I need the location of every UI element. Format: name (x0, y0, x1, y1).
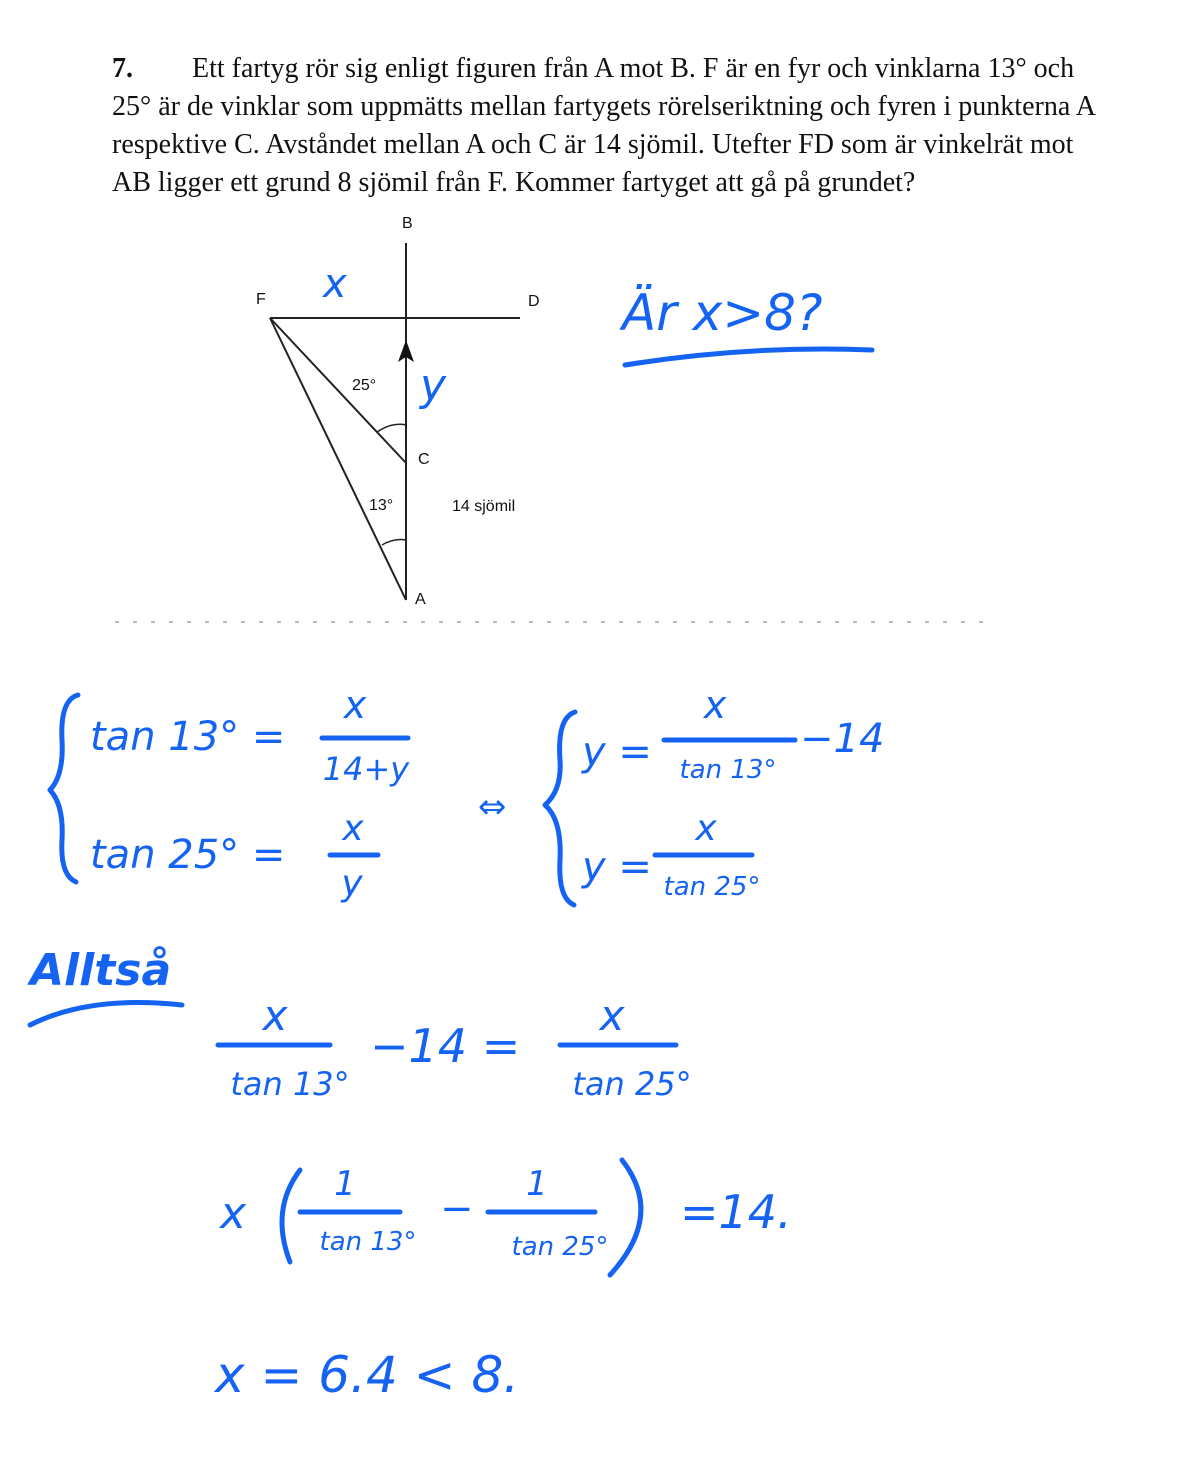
hw-sys2-line1-tail: −14 (800, 716, 885, 762)
hw-eq2-num1: 1 (334, 1164, 356, 1204)
hw-eq1-den1: tan 13° (230, 1065, 350, 1103)
hw-eq2-den1: tan 13° (319, 1227, 417, 1257)
hw-answer: x = 6.4 < 8. (215, 1346, 520, 1404)
hw-eq1-num2: x (599, 991, 625, 1040)
hw-x-label: x (323, 261, 347, 307)
hw-eq2-rhs: =14. (680, 1185, 792, 1239)
hw-sys2-line1-den: tan 13° (679, 755, 777, 785)
hw-eq2-minus: − (440, 1186, 474, 1232)
label-f: F (256, 291, 266, 308)
hw-sys2-line1-num: x (703, 683, 727, 727)
hw-alltsa: Alltså (30, 945, 172, 996)
hw-sys2-line2-num: x (695, 808, 717, 849)
problem-number: 7. (112, 53, 133, 84)
hw-sys1-line1-lhs: tan 13° = (90, 714, 286, 760)
hw-implies-arrow: ⇔ (478, 787, 507, 827)
hw-sys2-line2-den: tan 25° (663, 872, 761, 902)
hw-eq2-den2: tan 25° (511, 1232, 609, 1262)
label-c: C (418, 451, 430, 468)
problem-line-1: Ett fartyg rör sig enligt figuren från A mot B. F är en fyr och vinklarna 13° och (192, 53, 1075, 84)
problem-line-4: AB ligger ett grund 8 sjömil från F. Kommer fartyget att gå på grundet? (112, 167, 916, 198)
hw-eq2-paren-right (610, 1160, 641, 1275)
distance-label: 14 sjömil (452, 498, 516, 515)
hw-sys1-line2-lhs: tan 25° = (90, 832, 286, 878)
hw-eq1-mid: −14 = (370, 1019, 521, 1073)
hw-alltsa-underline (30, 1003, 182, 1026)
hw-question: Är x>8? (622, 284, 823, 342)
angle-arc-upper (377, 424, 406, 432)
label-b: B (402, 215, 413, 232)
problem-line-2: 25° är de vinklar som uppmätts mellan fartygets rörelseriktning och fyren i punkterna A (112, 91, 1096, 122)
line-fa (270, 318, 406, 600)
label-d: D (528, 293, 540, 310)
hw-eq2-paren-left (282, 1170, 300, 1262)
hw-brace-right (545, 712, 575, 905)
hw-brace-left (50, 695, 78, 882)
hw-sys1-line1-num: x (343, 683, 367, 727)
hw-sys2-line1-lhs: y = (582, 729, 652, 775)
hw-sys1-line2-den: y (341, 863, 363, 904)
line-fc (270, 318, 406, 463)
hw-question-underline (625, 349, 872, 365)
triangle-figure (256, 215, 540, 608)
label-a: A (415, 591, 426, 608)
angle-label-13: 13° (369, 497, 394, 514)
hw-eq2-num2: 1 (526, 1164, 548, 1204)
hw-sys1-line2-num: x (342, 808, 364, 849)
hw-sys2-line2-lhs: y = (582, 844, 652, 890)
hw-y-label: y (420, 360, 447, 411)
hw-eq1-num1: x (262, 991, 288, 1040)
hw-eq2-x: x (220, 1188, 247, 1239)
hw-sys1-line1-den: 14+y (322, 750, 410, 788)
problem-line-3: respektive C. Avståndet mellan A och C är 14 sjömil. Utefter FD som är vinkelrät mot (112, 129, 1074, 160)
hw-eq1-den2: tan 25° (572, 1065, 692, 1103)
angle-arc-lower (382, 540, 406, 545)
angle-label-25: 25° (352, 377, 377, 394)
